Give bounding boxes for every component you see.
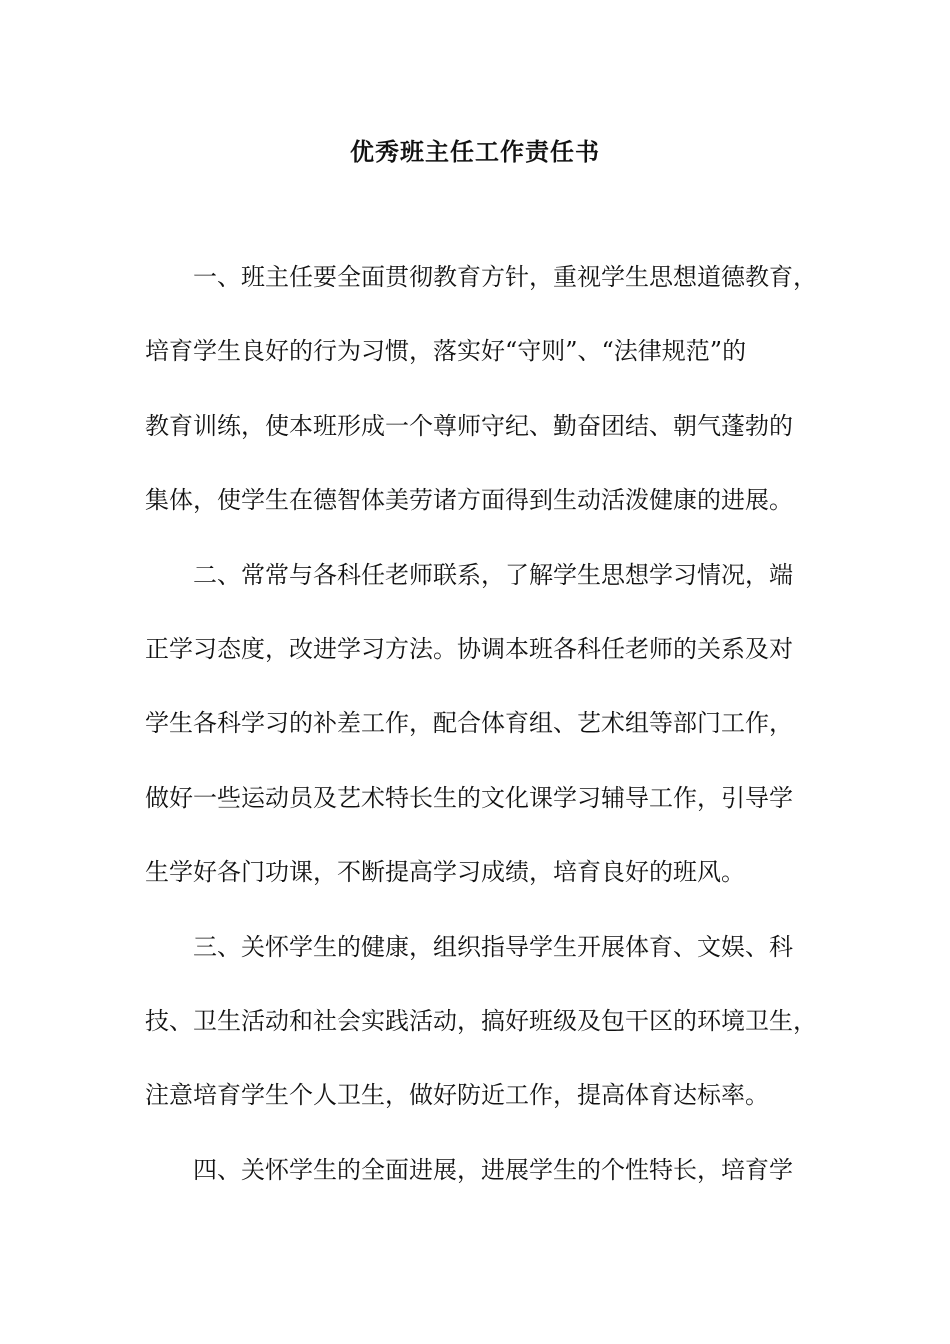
text-line: 四、关怀学生的全面进展，进展学生的个性特长，培育学	[193, 1155, 793, 1184]
text-line: 正学习态度，改进学习方法。协调本班各科任老师的关系及对	[145, 634, 793, 663]
document-body	[145, 253, 825, 1220]
text-line: 生学好各门功课，不断提高学习成绩，培育良好的班风。	[145, 858, 745, 887]
text-line: 集体，使学生在德智体美劳诸方面得到生动活泼健康的进展。	[145, 486, 793, 515]
text-line: 学生各科学习的补差工作，配合体育组、艺术组等部门工作，	[145, 709, 793, 738]
text-line: 一、班主任要全面贯彻教育方针，重视学生思想道德教育，	[193, 263, 817, 291]
text-line: 技、卫生活动和社会实践活动，搞好班级及包干区的环境卫生，	[145, 1006, 817, 1035]
text-line: 教育训练，使本班形成一个尊师守纪、勤奋团结、朝气蓬勃的	[145, 411, 793, 440]
text-line: 三、关怀学生的健康，组织指导学生开展体育、文娱、科	[193, 932, 793, 961]
text-line: 培育学生良好的行为习惯，落实好“守则”、“法律规范”的	[145, 337, 747, 366]
document-title: 优秀班主任工作责任书	[350, 137, 600, 166]
text-line: 注意培育学生个人卫生，做好防近工作，提高体育达标率。	[145, 1081, 769, 1110]
text-line: 做好一些运动员及艺术特长生的文化课学习辅导工作，引导学	[145, 783, 793, 812]
text-line: 二、常常与各科任老师联系，了解学生思想学习情况，端	[193, 560, 793, 589]
